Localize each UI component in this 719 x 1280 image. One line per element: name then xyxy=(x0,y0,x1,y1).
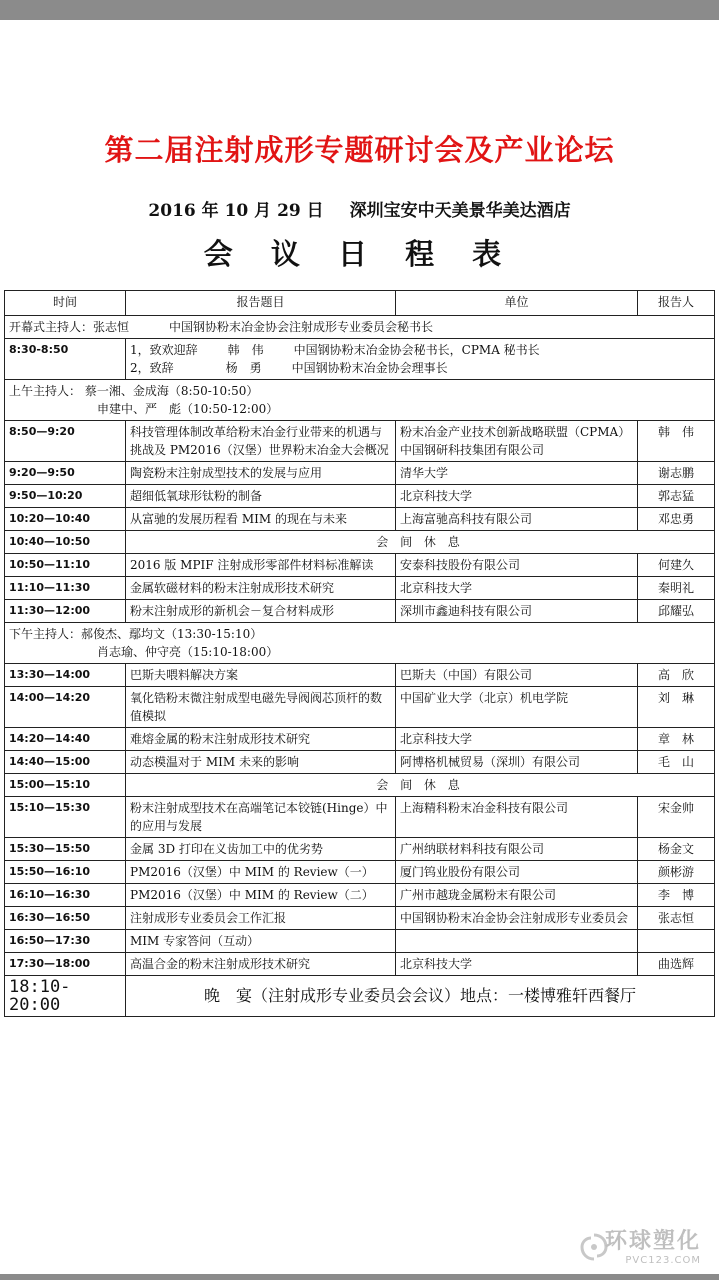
speaker-cell: 章 林 xyxy=(638,728,715,751)
unit-cell: 北京科技大学 xyxy=(396,953,638,976)
session-row xyxy=(5,907,715,930)
welcome-row xyxy=(5,339,715,380)
speaker-cell: 高 欣 xyxy=(638,664,715,687)
session-row xyxy=(5,797,715,838)
session-row xyxy=(5,577,715,600)
event-venue: 深圳宝安中天美景华美达酒店 xyxy=(349,201,571,221)
speaker-cell: 邱耀弘 xyxy=(638,600,715,623)
time-cell: 13:30—14:00 xyxy=(5,664,126,687)
afternoon-host-row xyxy=(5,623,715,664)
time-cell: 16:30—16:50 xyxy=(5,907,126,930)
opening-host-row xyxy=(5,316,715,339)
afternoon-host-line: 下午主持人：郝俊杰、鄢均文（13:30-15:10） xyxy=(9,627,263,641)
speaker-cell: 张志恒 xyxy=(638,907,715,930)
unit-cell: 中国矿业大学（北京）机电学院 xyxy=(396,687,638,728)
bottom-bar xyxy=(0,1274,719,1280)
afternoon-host-line: 肖志瑜、仲守亮（15:10-18:00） xyxy=(97,645,279,659)
unit-cell: 北京科技大学 xyxy=(396,485,638,508)
morning-host-line: 上午主持人： 蔡一湘、金成海（8:50-10:50） xyxy=(9,384,259,398)
welcome-name: 韩 伟 xyxy=(227,343,264,357)
speaker-cell: 颜彬游 xyxy=(638,861,715,884)
unit-cell xyxy=(396,421,638,462)
speaker-cell: 李 博 xyxy=(638,884,715,907)
session-row xyxy=(5,421,715,462)
unit-cell: 巴斯夫（中国）有限公司 xyxy=(396,664,638,687)
qa-row xyxy=(5,930,715,953)
time-cell: 9:20—9:50 xyxy=(5,462,126,485)
time-cell: 14:20—14:40 xyxy=(5,728,126,751)
speaker-cell: 曲选辉 xyxy=(638,953,715,976)
column-header: 报告题目 xyxy=(126,291,396,316)
welcome-item: 1，致欢迎辞 xyxy=(130,343,198,357)
unit-cell: 北京科技大学 xyxy=(396,728,638,751)
time-cell: 9:50—10:20 xyxy=(5,485,126,508)
time-cell: 16:10—16:30 xyxy=(5,884,126,907)
unit-cell: 北京科技大学 xyxy=(396,577,638,600)
time-cell: 16:50—17:30 xyxy=(5,930,126,953)
title-cell: 氧化锆粉末微注射成型电磁先导阀阀芯顶杆的数值模拟 xyxy=(126,687,396,728)
time-cell: 15:50—16:10 xyxy=(5,861,126,884)
break-label: 会 间 休 息 xyxy=(126,774,715,797)
speaker-cell xyxy=(638,930,715,953)
title-cell: 粉末注射成形的新机会－复合材料成形 xyxy=(126,600,396,623)
title-cell: 超细低氧球形钛粉的制备 xyxy=(126,485,396,508)
session-row xyxy=(5,554,715,577)
title-cell: 难熔金属的粉末注射成形技术研究 xyxy=(126,728,396,751)
time-cell: 11:30—12:00 xyxy=(5,600,126,623)
title-cell: 巴斯夫喂料解决方案 xyxy=(126,664,396,687)
morning-host-row xyxy=(5,380,715,421)
watermark-url: PVC123.COM xyxy=(625,1255,701,1266)
speaker-cell: 谢志鹏 xyxy=(638,462,715,485)
schedule-heading: 会 议 日 程 表 xyxy=(203,237,516,271)
unit-cell: 上海富驰高科技有限公司 xyxy=(396,508,638,531)
speaker-cell: 毛 山 xyxy=(638,751,715,774)
table-header-row xyxy=(5,291,715,316)
title-cell: 粉末注射成型技术在高端笔记本铰链(Hinge）中的应用与发展 xyxy=(126,797,396,838)
time-cell: 10:20—10:40 xyxy=(5,508,126,531)
time-cell: 10:40—10:50 xyxy=(5,531,126,554)
welcome-line xyxy=(130,341,710,359)
title-cell: 科技管理体制改革给粉末冶金行业带来的机遇与挑战及 PM2016（汉堡）世界粉末冶金大会概况 xyxy=(126,421,396,462)
break-row xyxy=(5,531,715,554)
title-cell: 从富驰的发展历程看 MIM 的现在与未来 xyxy=(126,508,396,531)
watermark xyxy=(605,1224,701,1266)
speaker-cell: 刘 琳 xyxy=(638,687,715,728)
session-row xyxy=(5,687,715,728)
morning-host-cell xyxy=(5,380,715,421)
title-cell: 高温合金的粉末注射成形技术研究 xyxy=(126,953,396,976)
unit-cell: 安泰科技股份有限公司 xyxy=(396,554,638,577)
break-row xyxy=(5,774,715,797)
afternoon-host-cell xyxy=(5,623,715,664)
column-header: 单位 xyxy=(396,291,638,316)
session-row xyxy=(5,751,715,774)
speaker-cell: 何建久 xyxy=(638,554,715,577)
welcome-role: 中国钢协粉末冶金协会理事长 xyxy=(291,361,448,375)
title-cell: PM2016（汉堡）中 MIM 的 Review（二） xyxy=(126,884,396,907)
banquet-time: 18:10-20:00 xyxy=(5,976,126,1017)
page-title: 第二届注射成形专题研讨会及产业论坛 xyxy=(104,133,615,167)
session-row xyxy=(5,838,715,861)
column-header: 时间 xyxy=(5,291,126,316)
time-cell: 14:40—15:00 xyxy=(5,751,126,774)
speaker-cell: 宋金帅 xyxy=(638,797,715,838)
unit-cell: 厦门钨业股份有限公司 xyxy=(396,861,638,884)
speaker-cell: 秦明礼 xyxy=(638,577,715,600)
title-cell: 动态模温对于 MIM 未来的影响 xyxy=(126,751,396,774)
unit-cell: 中国钢协粉末冶金协会注射成形专业委员会 xyxy=(396,907,638,930)
speaker-cell: 杨金文 xyxy=(638,838,715,861)
welcome-name: 杨 勇 xyxy=(225,361,262,375)
title-cell: 金属软磁材料的粉末注射成形技术研究 xyxy=(126,577,396,600)
title-cell: 金属 3D 打印在义齿加工中的优劣势 xyxy=(126,838,396,861)
speaker-cell: 郭志猛 xyxy=(638,485,715,508)
opening-host-role: 中国钢协粉末冶金协会注射成形专业委员会秘书长 xyxy=(169,320,434,334)
unit-cell: 广州市越珑金属粉末有限公司 xyxy=(396,884,638,907)
time-cell: 10:50—11:10 xyxy=(5,554,126,577)
column-header: 报告人 xyxy=(638,291,715,316)
opening-host-cell xyxy=(5,316,715,339)
session-row xyxy=(5,953,715,976)
unit-cell: 上海精科粉末冶金科技有限公司 xyxy=(396,797,638,838)
event-date: 2016 年 10 月 29 日 xyxy=(148,201,324,221)
welcome-cell xyxy=(126,339,715,380)
time-cell: 8:30-8:50 xyxy=(5,339,126,380)
session-row xyxy=(5,485,715,508)
unit-cell xyxy=(396,930,638,953)
session-row xyxy=(5,664,715,687)
unit-line: 中国钢研科技集团有限公司 xyxy=(400,443,545,457)
session-row xyxy=(5,728,715,751)
title-cell: PM2016（汉堡）中 MIM 的 Review（一） xyxy=(126,861,396,884)
time-cell: 17:30—18:00 xyxy=(5,953,126,976)
opening-host-label: 开幕式主持人：张志恒 xyxy=(9,320,130,334)
title-cell: 陶瓷粉末注射成型技术的发展与应用 xyxy=(126,462,396,485)
time-cell: 8:50—9:20 xyxy=(5,421,126,462)
welcome-item: 2，致辞 xyxy=(130,361,174,375)
break-label: 会 间 休 息 xyxy=(126,531,715,554)
session-row xyxy=(5,462,715,485)
time-cell: 15:10—15:30 xyxy=(5,797,126,838)
session-row xyxy=(5,508,715,531)
time-cell: 15:30—15:50 xyxy=(5,838,126,861)
unit-line: 粉末冶金产业技术创新战略联盟（CPMA） xyxy=(400,425,631,439)
date-venue-line xyxy=(0,196,719,221)
session-row xyxy=(5,600,715,623)
welcome-role: 中国钢协粉末冶金协会秘书长，CPMA 秘书长 xyxy=(293,343,540,357)
unit-cell: 清华大学 xyxy=(396,462,638,485)
title-cell: MIM 专家答问（互动） xyxy=(126,930,396,953)
top-status-bar xyxy=(0,0,719,20)
morning-host-line: 申建中、严 彪（10:50-12:00） xyxy=(97,402,279,416)
welcome-line xyxy=(130,359,710,377)
time-cell: 11:10—11:30 xyxy=(5,577,126,600)
unit-cell: 阿博格机械贸易（深圳）有限公司 xyxy=(396,751,638,774)
watermark-text: 环球塑化 xyxy=(604,1229,701,1254)
schedule-table xyxy=(4,290,715,1017)
session-row xyxy=(5,884,715,907)
title-cell: 2016 版 MPIF 注射成形零部件材料标准解读 xyxy=(126,554,396,577)
speaker-cell: 韩 伟 xyxy=(638,421,715,462)
title-cell: 注射成形专业委员会工作汇报 xyxy=(126,907,396,930)
time-cell: 14:00—14:20 xyxy=(5,687,126,728)
session-row xyxy=(5,861,715,884)
speaker-cell: 邓忠勇 xyxy=(638,508,715,531)
time-cell: 15:00—15:10 xyxy=(5,774,126,797)
banquet-text: 晚 宴（注射成形专业委员会会议）地点：一楼博雅轩西餐厅 xyxy=(126,976,715,1017)
unit-cell: 广州纳联材料科技有限公司 xyxy=(396,838,638,861)
banquet-row xyxy=(5,976,715,1017)
unit-cell: 深圳市鑫迪科技有限公司 xyxy=(396,600,638,623)
